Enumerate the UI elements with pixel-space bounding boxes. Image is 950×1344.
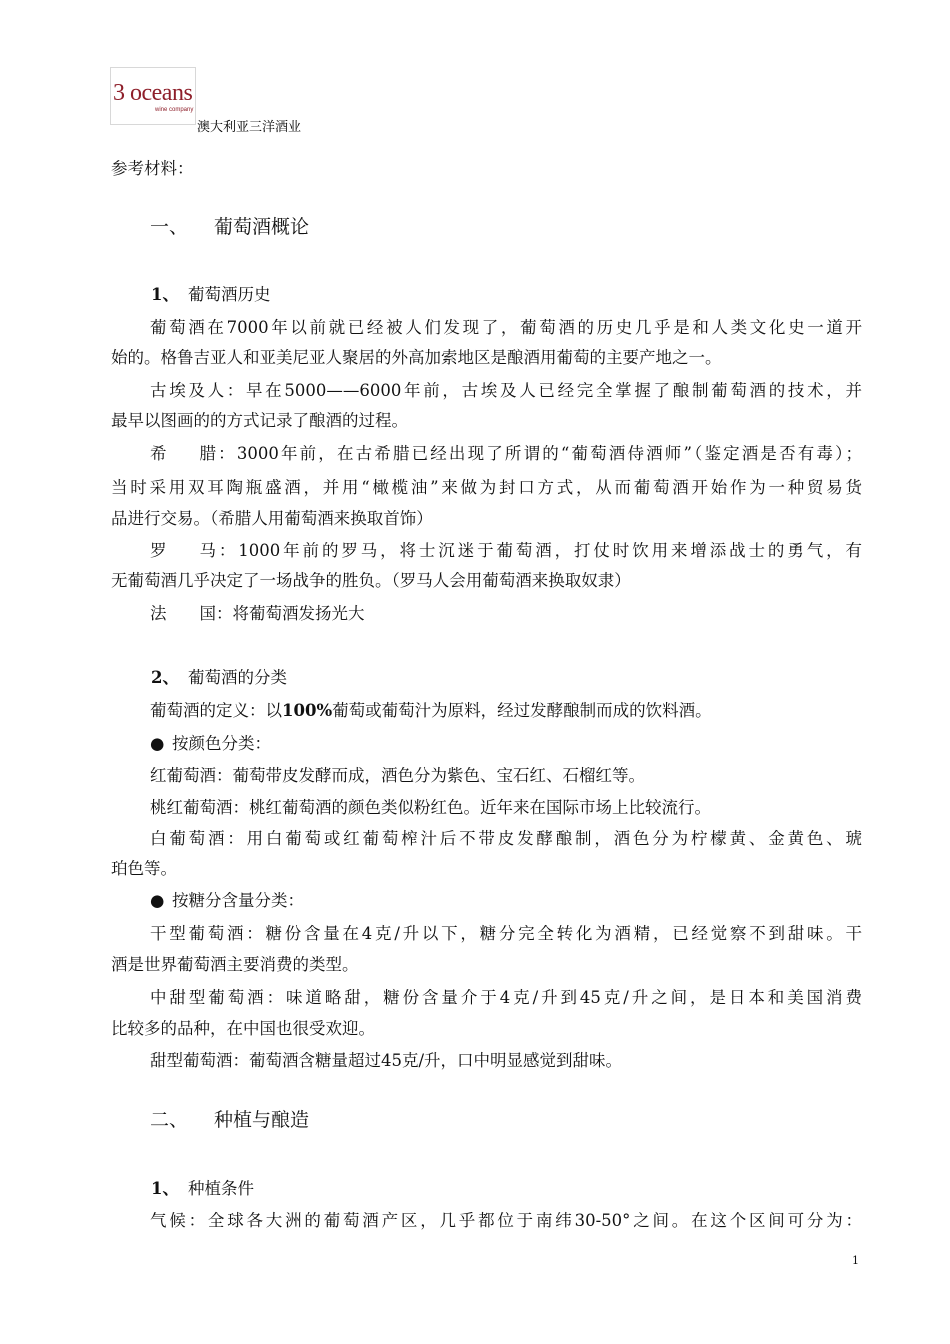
bullet-icon: ● <box>150 734 165 753</box>
era-label: 希 腊 <box>150 444 216 463</box>
paragraph-line: 中甜型葡萄酒：味道略甜，糖份含量介于4克/升到45克/升之间，是日本和美国消费 <box>150 988 862 1007</box>
subsection-heading-planting <box>151 1181 254 1198</box>
paragraph-line: 酒是世界葡萄酒主要消费的类型。 <box>111 955 359 974</box>
subsection-title: 葡萄酒的分类 <box>188 668 287 687</box>
logo-text: 3 oceans <box>113 80 193 106</box>
paragraph-line: 比较多的品种，在中国也很受欢迎。 <box>111 1019 375 1038</box>
paragraph-line: 无葡萄酒几乎决定了一场战争的胜负。（罗马人会用葡萄酒来换取奴隶） <box>111 571 631 590</box>
bullet-sugar-heading: ● 按糖分含量分类： <box>150 891 304 910</box>
intro-text: 参考材料： <box>111 159 194 178</box>
era-label: 法 国 <box>150 604 216 623</box>
section-number: 一、 <box>150 216 189 238</box>
paragraph-line: 始的。格鲁吉亚人和亚美尼亚人聚居的外高加索地区是酿酒用葡萄的主要产地之一。 <box>111 348 722 367</box>
company-logo <box>110 67 196 125</box>
bullet-icon: ● <box>150 891 165 910</box>
section-number: 二、 <box>150 1109 189 1131</box>
paragraph-line: 葡萄酒在7000年以前就已经被人们发现了，葡萄酒的历史几乎是和人类文化史一道开 <box>150 318 862 337</box>
subsection-number: 2、 <box>151 668 179 687</box>
company-name: 澳大利亚三洋酒业 <box>197 120 302 135</box>
paragraph-line-greece: 希 腊：3000年前，在古希腊已经出现了所谓的“葡萄酒侍酒师”（鉴定酒是否有毒）； <box>150 444 862 463</box>
paragraph-line-france: 法 国：将葡萄酒发扬光大 <box>150 604 365 623</box>
section-title: 葡萄酒概论 <box>214 216 310 238</box>
wine-definition: 葡萄酒的定义：以100%葡萄或葡萄汁为原料，经过发酵酿制而成的饮料酒。 <box>150 701 712 720</box>
paragraph-line-rome: 罗 马：1000年前的罗马，将士沉迷于葡萄酒，打仗时饮用来增添战士的勇气，有 <box>150 541 862 560</box>
paragraph-line: 珀色等。 <box>111 859 177 878</box>
paragraph-line: 品进行交易。（希腊人用葡萄酒来换取首饰） <box>111 509 433 528</box>
subsection-number: 1、 <box>151 1179 179 1198</box>
paragraph-line: 气候：全球各大洲的葡萄酒产区，几乎都位于南纬30-50°之间。在这个区间可分为： <box>150 1211 862 1230</box>
paragraph-line: 甜型葡萄酒：葡萄酒含糖量超过45克/升，口中明显感觉到甜味。 <box>150 1051 623 1070</box>
subsection-heading-history <box>151 287 271 304</box>
subsection-heading-classification <box>151 670 287 687</box>
section-title: 种植与酿造 <box>214 1109 310 1131</box>
paragraph-line: 桃红葡萄酒：桃红葡萄酒的颜色类似粉红色。近年来在国际市场上比较流行。 <box>150 798 711 817</box>
subsection-number: 1、 <box>151 285 179 304</box>
page-number: 1 <box>852 1254 859 1267</box>
paragraph-line: 当时采用双耳陶瓶盛酒，并用“橄榄油”来做为封口方式，从而葡萄酒开始作为一种贸易货 <box>111 478 862 497</box>
section-heading-1 <box>150 218 309 237</box>
paragraph-line: 最早以图画的的方式记录了酿酒的过程。 <box>111 411 408 430</box>
bullet-color-heading: ● 按颜色分类： <box>150 734 271 753</box>
paragraph-line: 干型葡萄酒：糖份含量在4克/升以下，糖分完全转化为酒精，已经觉察不到甜味。干 <box>150 924 862 943</box>
subsection-title: 葡萄酒历史 <box>188 285 271 304</box>
logo-subtext: wine company <box>155 107 194 113</box>
era-label: 罗 马 <box>150 541 216 560</box>
section-heading-2 <box>150 1111 309 1130</box>
paragraph-line: 白葡萄酒：用白葡萄或红葡萄榨汁后不带皮发酵酿制，酒色分为柠檬黄、金黄色、琥 <box>150 829 862 848</box>
paragraph-line: 古埃及人：早在5000——6000年前，古埃及人已经完全掌握了酿制葡萄酒的技术，并 <box>150 381 862 400</box>
paragraph-line: 红葡萄酒：葡萄带皮发酵而成，酒色分为紫色、宝石红、石榴红等。 <box>150 766 645 785</box>
subsection-title: 种植条件 <box>188 1179 254 1198</box>
